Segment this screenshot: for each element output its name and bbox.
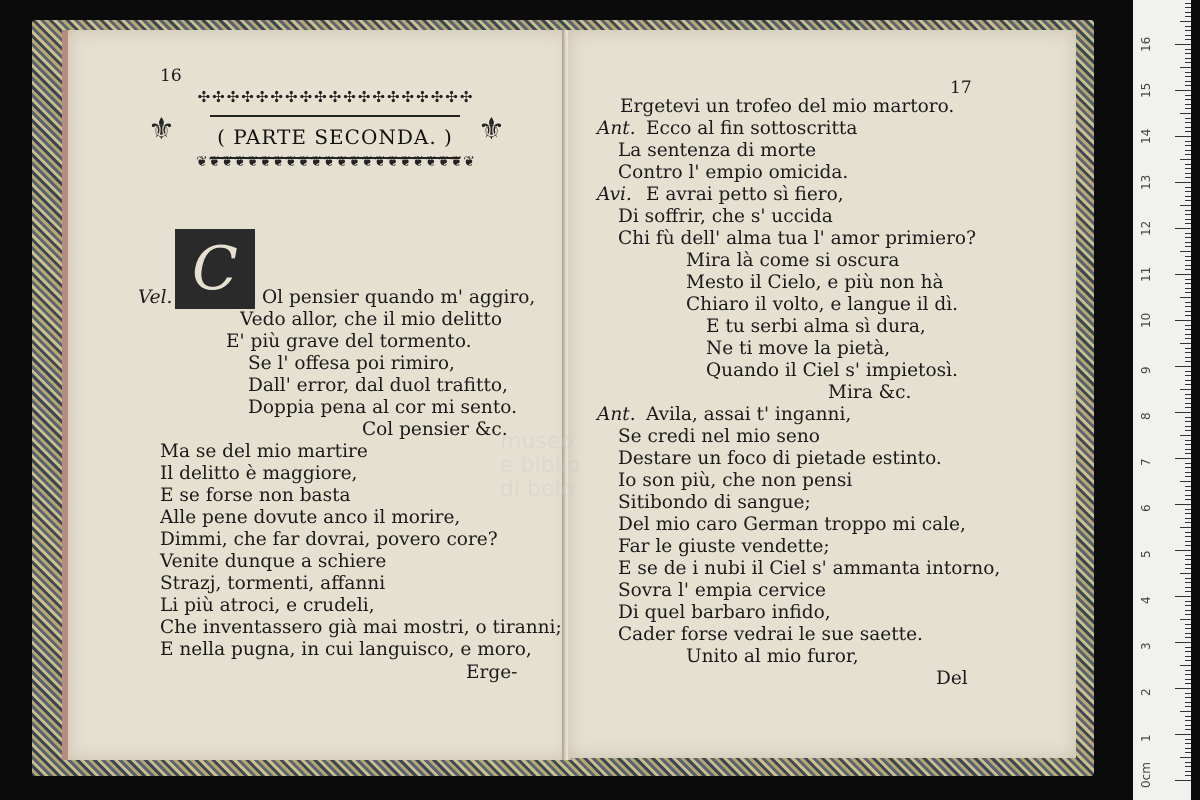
ruler-tick [1185,440,1191,441]
text-line: Mira là come si oscura [686,250,900,271]
text-line: Dall' error, dal duol trafitto, [248,375,508,396]
ruler-tick [1185,513,1191,514]
ruler-tick [1185,361,1191,362]
ruler-label: 11 [1139,266,1153,282]
ruler-tick [1185,775,1191,776]
ruler-tick [1185,716,1191,717]
text-line: E' più grave del tormento. [226,331,472,352]
ruler-tick [1185,536,1191,537]
ruler-tick [1185,660,1191,661]
ruler-tick [1185,578,1191,579]
text-line: Destare un foco di pietade estinto. [618,448,942,469]
text-line: Li più atroci, e crudeli, [160,595,375,616]
ruler-tick [1185,214,1191,215]
ruler-tick [1185,154,1191,155]
text-line: Strazj, tormenti, affanni [160,573,386,594]
text-line: E avrai petto sì fiero, [646,184,844,205]
ruler-tick [1185,99,1191,100]
ruler-tick [1185,246,1191,247]
ruler-tick [1180,297,1191,298]
ruler-tick [1185,766,1191,767]
ruler-tick [1185,771,1191,772]
text-line: Avila, assai t' inganni, [646,404,852,425]
ruler-tick [1185,85,1191,86]
ruler-tick [1185,131,1191,132]
ruler-tick [1175,504,1191,505]
ruler-tick [1185,150,1191,151]
ornament-top: ✣✣✣✣✣✣✣✣✣✣✣✣✣✣✣✣✣✣✣ [197,88,475,106]
speaker-label: Vel. [138,287,173,308]
text-line: Alle pene dovute anco il morire, [160,507,461,528]
text-line: Vedo allor, che il mio delitto [240,309,502,330]
text-line: E nella pugna, in cui languisco, e moro, [160,639,532,660]
text-line: Chiaro il volto, e langue il dì. [686,294,959,315]
ruler-tick [1185,12,1191,13]
text-line: Io son più, che non pensi [618,470,853,491]
ruler-tick [1185,325,1191,326]
ruler-tick [1185,311,1191,312]
text-line: Il delitto è maggiore, [160,463,358,484]
ruler-tick [1185,242,1191,243]
ruler-tick [1180,573,1191,574]
ruler-label: 2 [1139,688,1153,696]
ruler-tick [1185,610,1191,611]
measurement-ruler [1133,0,1191,800]
ruler-tick [1185,233,1191,234]
ruler-tick [1185,104,1191,105]
ruler-tick [1185,118,1191,119]
text-line: Di quel barbaro infido, [618,602,831,623]
ruler-tick [1185,141,1191,142]
ruler-tick [1185,403,1191,404]
ruler-tick [1185,371,1191,372]
ruler-tick [1185,292,1191,293]
ruler-tick [1185,739,1191,740]
text-line: E tu serbi alma sì dura, [706,316,926,337]
catchword: Del [936,668,968,689]
ruler-tick [1185,683,1191,684]
ruler-tick [1180,665,1191,666]
ruler-tick [1185,449,1191,450]
ruler-tick [1175,642,1191,643]
ruler-label: 12 [1139,220,1153,236]
ruler-tick [1180,343,1191,344]
ruler-tick [1185,605,1191,606]
text-line: Sitibondo di sangue; [618,492,811,513]
ruler-tick [1185,223,1191,224]
ruler-tick [1185,651,1191,652]
text-line: Sovra l' empia cervice [618,580,826,601]
ruler-tick [1185,256,1191,257]
text-line: E se de i nubi il Ciel s' ammanta intorno, [618,558,1001,579]
catchword: Erge- [466,662,518,683]
ruler-tick [1180,159,1191,160]
text-line: Mira &c. [828,382,912,403]
ruler-label: 0cm [1139,762,1153,788]
text-line: Ol pensier quando m' aggiro, [262,287,536,308]
ruler-tick [1185,265,1191,266]
ruler-tick [1185,426,1191,427]
ruler-tick [1185,35,1191,36]
text-line: Unito al mio furor, [686,646,859,667]
text-line: Che inventassero già mai mostri, o tiranni; [160,617,562,638]
ruler-tick [1185,674,1191,675]
ruler-tick [1180,481,1191,482]
ruler-tick [1185,559,1191,560]
ruler-label: 8 [1139,412,1153,420]
ruler-tick [1175,412,1191,413]
ruler-tick [1185,76,1191,77]
ruler-tick [1185,81,1191,82]
ruler-tick [1185,279,1191,280]
text-line: Chi fù dell' alma tua l' amor primiero? [618,228,976,249]
text-line: Ecco al fin sottoscritta [646,118,858,139]
ruler-tick [1185,407,1191,408]
ruler-tick [1185,108,1191,109]
page-number-left: 16 [160,66,182,86]
ruler-tick [1175,182,1191,183]
ruler-tick [1175,596,1191,597]
ruler-tick [1185,490,1191,491]
ornament-bottom: ❦❦❦❦❦❦❦❦❦❦❦❦❦❦❦❦❦❦❦❦❦❦ [195,154,477,170]
text-line: La sentenza di morte [618,140,817,161]
ruler-tick [1185,62,1191,63]
ruler-tick [1185,329,1191,330]
ruler-tick [1185,601,1191,602]
text-line: Ne ti move la pietà, [706,338,891,359]
ruler-tick [1175,320,1191,321]
ruler-tick [1185,237,1191,238]
ruler-tick [1175,688,1191,689]
ruler-tick [1185,3,1191,4]
ruler-tick [1185,720,1191,721]
ruler-tick [1185,398,1191,399]
ruler-tick [1185,656,1191,657]
ruler-label: 7 [1139,458,1153,466]
ruler-tick [1185,187,1191,188]
ruler-label: 15 [1139,82,1153,98]
ruler-tick [1180,205,1191,206]
ruler-tick [1185,348,1191,349]
ruler-tick [1185,7,1191,8]
ruler-tick [1175,228,1191,229]
ruler-tick [1185,196,1191,197]
ruler-tick [1180,711,1191,712]
ruler-tick [1185,306,1191,307]
flourish-right-icon: ⚜ [478,112,505,147]
ruler-tick [1185,476,1191,477]
ruler-tick [1180,619,1191,620]
ruler-tick [1185,702,1191,703]
ruler-tick [1185,260,1191,261]
ruler-tick [1185,706,1191,707]
ruler-tick [1185,417,1191,418]
ruler-label: 16 [1139,36,1153,52]
ruler-tick [1185,545,1191,546]
ruler-tick [1185,177,1191,178]
ruler-tick [1185,72,1191,73]
text-line: Se credi nel mio seno [618,426,820,447]
ruler-tick [1185,58,1191,59]
text-line: Mesto il Cielo, e più non hà [686,272,944,293]
ruler-tick [1175,780,1191,781]
ruler-tick [1185,39,1191,40]
text-line: Far le giuste vendette; [618,536,830,557]
ruler-label: 4 [1139,596,1153,604]
ruler-tick [1185,16,1191,17]
ruler-tick [1180,527,1191,528]
ruler-label: 6 [1139,504,1153,512]
ruler-tick [1185,210,1191,211]
ruler-tick [1185,587,1191,588]
text-line: Ergetevi un trofeo del mio martoro. [620,96,955,117]
ruler-tick [1185,628,1191,629]
ruler-tick [1185,49,1191,50]
ruler-tick [1185,288,1191,289]
ruler-tick [1185,637,1191,638]
ruler-tick [1175,458,1191,459]
ruler-label: 9 [1139,366,1153,374]
speaker-label: Avi. [597,184,632,205]
ruler-tick [1185,30,1191,31]
ruler-label: 10 [1139,312,1153,328]
ruler-tick [1185,26,1191,27]
decorated-initial: C [175,229,255,309]
ruler-tick [1185,697,1191,698]
text-line: Se l' offesa poi rimiro, [248,353,455,374]
ruler-tick [1185,762,1191,763]
text-line: Venite dunque a schiere [160,551,387,572]
ruler-tick [1185,582,1191,583]
ruler-tick [1185,522,1191,523]
text-line: Col pensier &c. [362,419,508,440]
text-line: Del mio caro German troppo mi cale, [618,514,966,535]
ruler-label: 5 [1139,550,1153,558]
ruler-tick [1185,122,1191,123]
ruler-tick [1185,564,1191,565]
flourish-left-icon: ⚜ [148,112,175,147]
ruler-tick [1185,499,1191,500]
text-line: Quando il Ciel s' impietosì. [706,360,958,381]
ruler-tick [1185,568,1191,569]
ruler-tick [1185,532,1191,533]
text-line: Cader forse vedrai le sue saette. [618,624,923,645]
ruler-tick [1185,334,1191,335]
ruler-tick [1185,168,1191,169]
ruler-label: 13 [1139,174,1153,190]
ruler-tick [1185,283,1191,284]
ruler-tick [1185,518,1191,519]
ruler-label: 1 [1139,734,1153,742]
ruler-label: 14 [1139,128,1153,144]
text-line: Doppia pena al cor mi sento. [248,397,517,418]
ruler-tick [1185,670,1191,671]
ruler-tick [1175,550,1191,551]
ruler-tick [1185,200,1191,201]
ruler-tick [1185,357,1191,358]
ruler-tick [1175,366,1191,367]
ruler-tick [1180,21,1191,22]
ruler-tick [1185,679,1191,680]
ruler-tick [1185,421,1191,422]
section-heading: ( PARTE SECONDA. ) [210,115,460,159]
ruler-tick [1180,251,1191,252]
ruler-tick [1185,173,1191,174]
ruler-tick [1185,380,1191,381]
ruler-tick [1185,453,1191,454]
text-line: Contro l' empio omicida. [618,162,849,183]
text-line: Dimmi, che far dovrai, povero core? [160,529,498,550]
ruler-tick [1185,743,1191,744]
ruler-tick [1185,467,1191,468]
ruler-tick [1175,90,1191,91]
ruler-label: 3 [1139,642,1153,650]
ruler-tick [1185,541,1191,542]
ruler-tick [1180,67,1191,68]
ruler-tick [1185,145,1191,146]
ruler-tick [1180,757,1191,758]
ruler-tick [1185,748,1191,749]
text-line: E se forse non basta [160,485,351,506]
ruler-tick [1185,53,1191,54]
ruler-tick [1185,693,1191,694]
ruler-tick [1185,95,1191,96]
ruler-tick [1180,389,1191,390]
ruler-tick [1175,44,1191,45]
ruler-tick [1185,614,1191,615]
ruler-tick [1185,555,1191,556]
ruler-tick [1185,338,1191,339]
ruler-tick [1185,591,1191,592]
ruler-tick [1185,269,1191,270]
ruler-tick [1175,274,1191,275]
ruler-tick [1185,352,1191,353]
ruler-tick [1185,624,1191,625]
speaker-label: Ant. [597,404,636,425]
ruler-tick [1185,164,1191,165]
ruler-tick [1175,136,1191,137]
ruler-tick [1185,633,1191,634]
ruler-tick [1185,127,1191,128]
ruler-tick [1175,734,1191,735]
ruler-tick [1185,509,1191,510]
ruler-tick [1185,375,1191,376]
speaker-label: Ant. [597,118,636,139]
ruler-tick [1185,315,1191,316]
ruler-tick [1185,430,1191,431]
ruler-tick [1185,486,1191,487]
ruler-tick [1185,384,1191,385]
ruler-tick [1185,444,1191,445]
ruler-tick [1185,463,1191,464]
watermark: museo e biblio di bolo [500,429,581,502]
ruler-tick [1180,435,1191,436]
text-line: Di soffrir, che s' uccida [618,206,833,227]
ruler-tick [1185,647,1191,648]
ruler-tick [1185,219,1191,220]
ruler-tick [1185,302,1191,303]
ruler-tick [1185,752,1191,753]
text-line: Ma se del mio martire [160,441,368,462]
ruler-tick [1185,729,1191,730]
ruler-tick [1185,394,1191,395]
page-number-right: 17 [950,78,972,98]
ruler-tick [1185,472,1191,473]
ruler-tick [1185,495,1191,496]
ruler-tick [1185,191,1191,192]
ruler-tick [1185,725,1191,726]
ruler-tick [1180,113,1191,114]
